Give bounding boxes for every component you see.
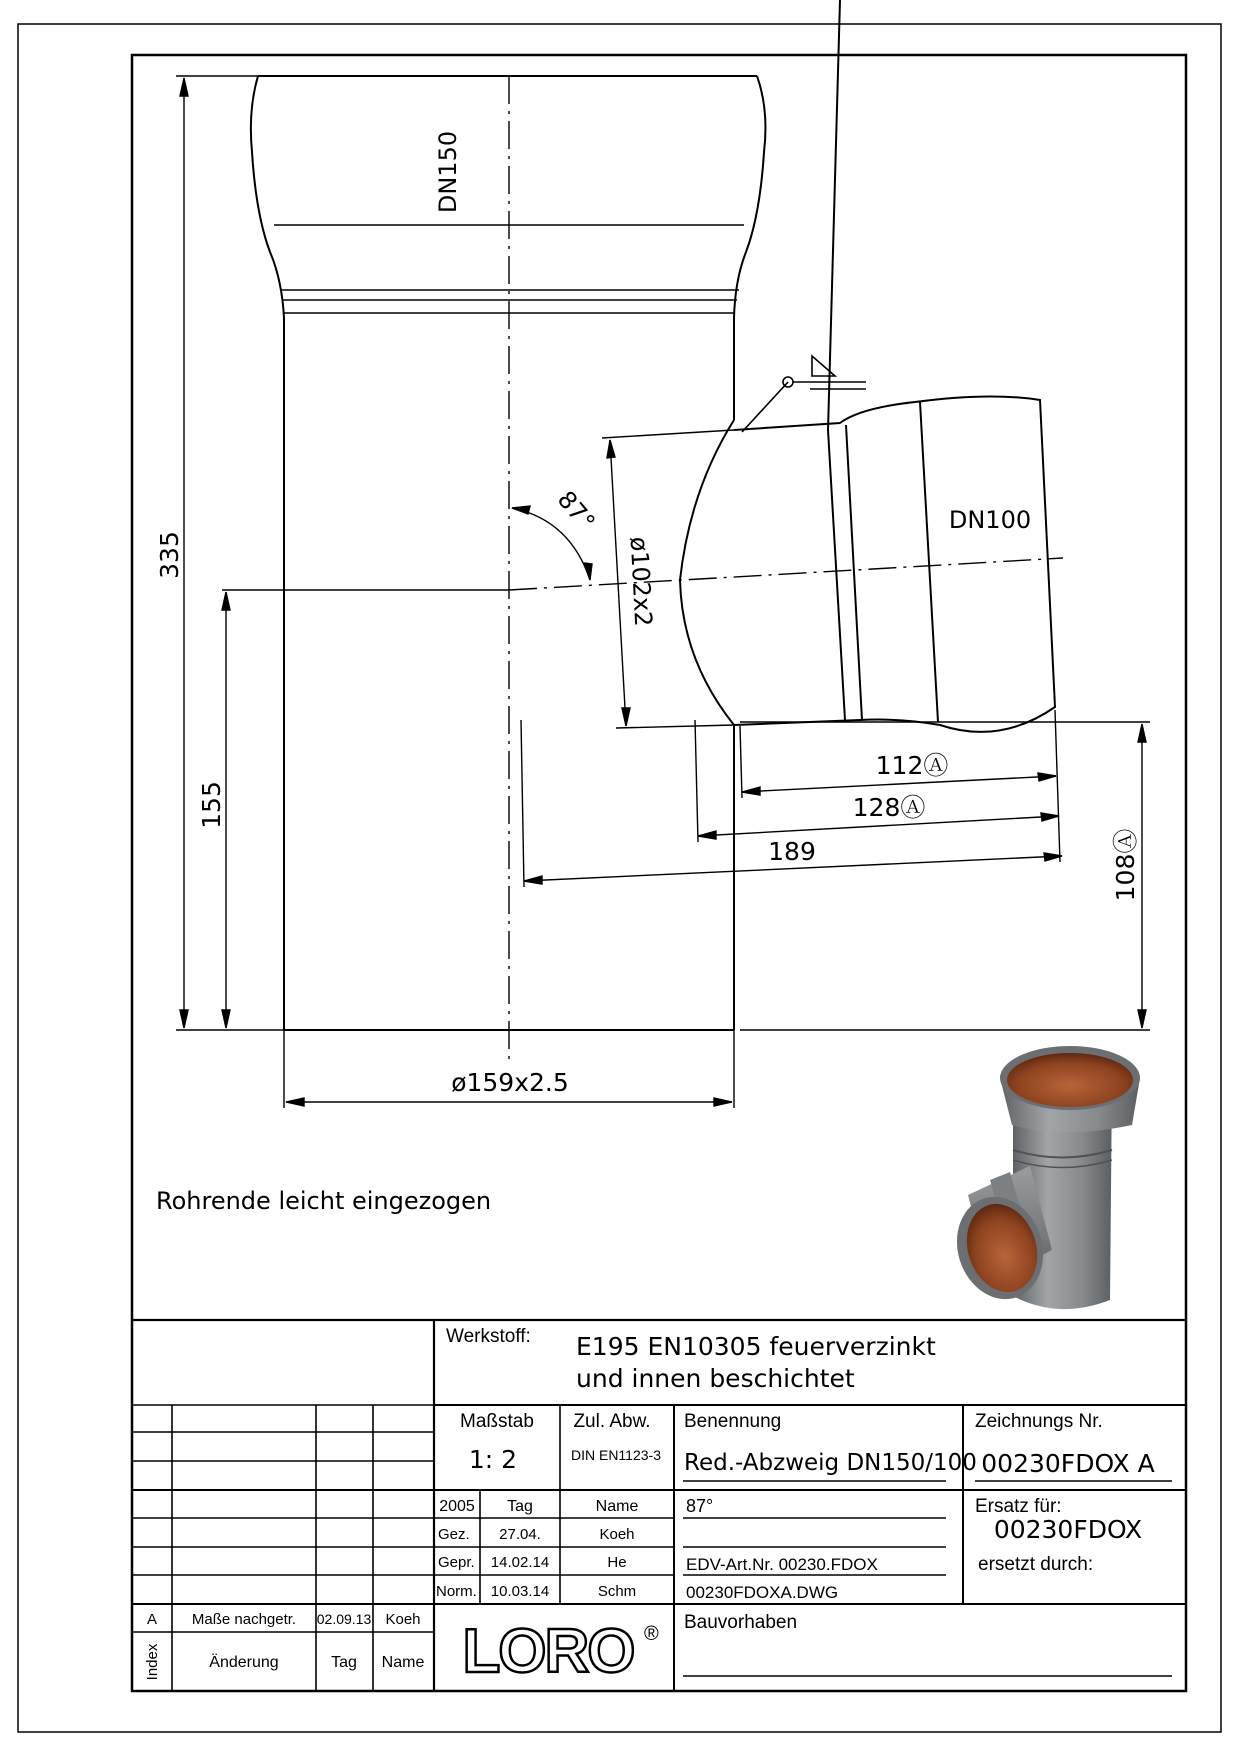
zul-abw-value: DIN EN1123-3 (570, 1447, 662, 1463)
branch-pipe (680, 0, 1055, 732)
rev-date: 02.09.13 (316, 1611, 372, 1627)
gepr-label: Gepr. (438, 1554, 475, 1571)
benennung-angle: 87° (686, 1496, 714, 1516)
dim-108-label: 108Ⓐ (1111, 828, 1140, 902)
rev-name-label: Name (381, 1654, 425, 1671)
tag-label: Tag (507, 1498, 533, 1515)
fitting-3d-render (944, 1046, 1140, 1310)
massstab-label: Maßstab (460, 1411, 534, 1432)
gepr-tag: 14.02.14 (490, 1554, 550, 1571)
dim-height-branch (222, 590, 509, 1028)
dim-main-diameter-label: ø159x2.5 (451, 1068, 569, 1097)
edv-value: EDV-Art.Nr. 00230.FDOX (686, 1555, 878, 1574)
dim-128-label: 128Ⓐ (852, 793, 926, 822)
logo-registered: ® (644, 1623, 659, 1645)
zeichnung-value: 00230FDOX A (981, 1449, 1155, 1478)
rev-index: A (146, 1611, 158, 1628)
dwg-value: 00230FDOXA.DWG (686, 1583, 839, 1602)
gez-name: Koeh (599, 1526, 635, 1543)
branch-pipe-label: DN100 (948, 506, 1032, 534)
benennung-label: Benennung (684, 1411, 782, 1432)
aenderung-label: Änderung (209, 1654, 279, 1671)
zeichnung-label: Zeichnungs Nr. (975, 1411, 1103, 1432)
benennung-value: Red.-Abzweig DN150/100 (684, 1450, 977, 1476)
werkstoff-line1: E195 EN10305 feuerverzinkt (576, 1332, 936, 1361)
dim-branch-diameter (602, 430, 734, 728)
dim-height-branch-label: 155 (197, 781, 226, 829)
gez-tag: 27.04. (499, 1526, 541, 1543)
main-pipe (251, 76, 766, 1030)
norm-name: Schm (597, 1583, 637, 1600)
bauvorhaben-label: Bauvorhaben (684, 1612, 798, 1633)
gepr-name: He (607, 1554, 627, 1571)
name-label: Name (595, 1498, 639, 1515)
dim-112-label: 112Ⓐ (875, 751, 949, 780)
massstab-value: 1: 2 (468, 1445, 518, 1474)
center-lines (509, 76, 1063, 1062)
dim-branch-diameter-label: ø102x2 (624, 535, 658, 628)
year: 2005 (439, 1498, 475, 1515)
dim-angle-label: 87° (551, 485, 601, 537)
dim-height-total-label: 335 (155, 531, 184, 579)
ersatz-value: 00230FDOX (993, 1515, 1143, 1544)
norm-tag: 10.03.14 (490, 1583, 550, 1600)
index-label: Index (144, 1643, 161, 1681)
weld-symbol (742, 356, 866, 432)
ersatz-label: Ersatz für: (975, 1496, 1062, 1517)
gez-label: Gez. (438, 1526, 470, 1543)
loro-logo (462, 1617, 659, 1686)
logo-text: LORO (462, 1617, 634, 1686)
rev-tag-label: Tag (331, 1654, 357, 1671)
dim-189-label: 189 (768, 837, 816, 866)
dim-height-total (176, 76, 284, 1030)
norm-label: Norm. (436, 1583, 477, 1600)
main-pipe-label: DN150 (434, 130, 462, 214)
rev-change: Maße nachgetr. (191, 1611, 297, 1628)
drawing-note: Rohrende leicht eingezogen (156, 1187, 492, 1215)
werkstoff-line2: und innen beschichtet (576, 1364, 855, 1393)
werkstoff-label: Werkstoff: (446, 1326, 531, 1347)
ersetzt-label: ersetzt durch: (978, 1554, 1094, 1575)
zul-abw-label: Zul. Abw. (573, 1411, 651, 1432)
rev-name: Koeh (385, 1611, 421, 1628)
